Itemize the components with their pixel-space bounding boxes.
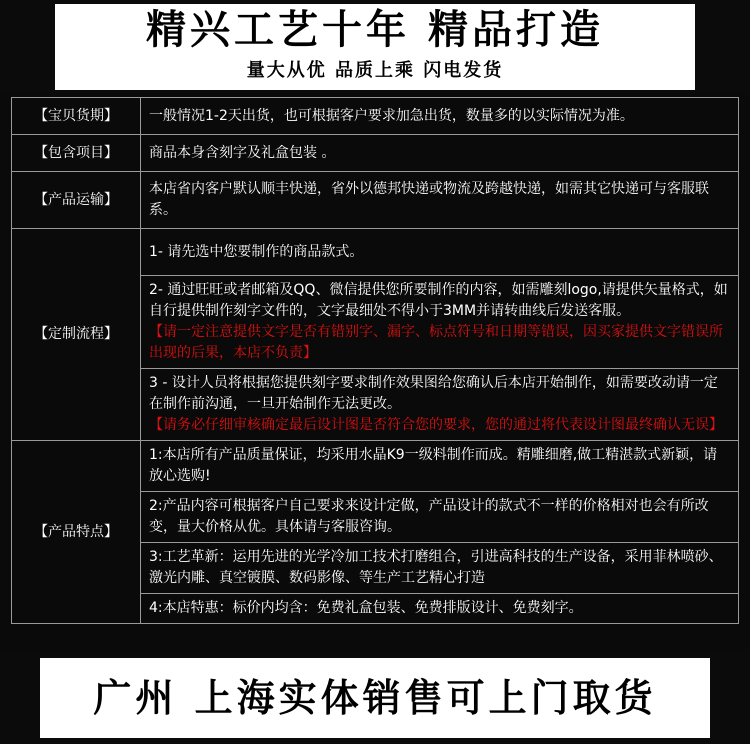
text-shipping: 本店省内客户默认顺丰快递，省外以德邦快递或物流及跨越快递，如需其它快递可与客服联系。 (141, 172, 739, 229)
feature-3: 3:工艺革新：运用先进的光学冷加工技术打磨组合，引进高科技的生产设备，采用菲林喷砂、激光内雕、真空镀膜、数码影像、等生产工艺精心打造 (141, 543, 739, 594)
row-included (12, 135, 739, 172)
row-shipping (12, 172, 739, 229)
process-step-2-warning: 【请一定注意提供文字是否有错别字、漏字、标点符号和日期等错误，因买家提供文字错误所出现的后果，本店不负责】 (149, 324, 723, 361)
footer-banner (0, 650, 750, 744)
header-subtitle: 量大从优 品质上乘 闪电发货 (246, 60, 504, 81)
label-shipping: 【产品运输】 (12, 172, 141, 229)
process-step-3-text: 3 - 设计人员将根据您提供刻字要求制作效果图给您确认后本店开始制作，如需要改动请一定在制作前沟通，一旦开始制作无法更改。 (149, 375, 718, 412)
row-process-step1 (12, 229, 739, 276)
process-step-3-warning: 【请务必仔细审核确定最后设计图是否符合您的要求，您的通过将代表设计图最终确认无误】 (149, 417, 723, 433)
feature-1: 1:本店所有产品质量保证，均采用水晶K9一级料制作而成。精雕细磨,做工精湛款式新颖，请放心选购! (141, 441, 739, 492)
text-included: 商品本身含刻字及礼盒包装 。 (141, 135, 739, 172)
label-process: 【定制流程】 (12, 229, 141, 441)
label-features: 【产品特点】 (12, 441, 141, 624)
spec-table (11, 97, 739, 624)
header-banner (0, 0, 750, 94)
feature-4: 4:本店特惠：标价内均含：免费礼盒包装、免费排版设计、免费刻字。 (141, 594, 739, 624)
row-delivery (12, 98, 739, 135)
label-delivery: 【宝贝货期】 (12, 98, 141, 135)
footer-text: 广州 上海实体销售可上门取货 (93, 676, 657, 720)
process-step-2 (141, 276, 739, 369)
text-delivery: 一般情况1-2天出货，也可根据客户要求加急出货，数量多的以实际情况为准。 (141, 98, 739, 135)
label-included: 【包含项目】 (12, 135, 141, 172)
process-step-2-text: 2- 通过旺旺或者邮箱及QQ、微信提供您所要制作的内容，如需雕刻logo,请提供矢量格式，如自行提供制作刻字文件的，文字最细处不得小于3MM并请转曲线后发送客服。 (149, 282, 728, 319)
feature-2: 2:产品内容可根据客户自己要求来设计定做，产品设计的款式不一样的价格相对也会有所改变，量大价格从优。具体请与客服咨询。 (141, 492, 739, 543)
row-feature-1 (12, 441, 739, 492)
header-title: 精兴工艺十年 精品打造 (146, 7, 604, 53)
process-step-1: 1- 请先选中您要制作的商品款式。 (141, 229, 739, 276)
process-step-3 (141, 369, 739, 441)
